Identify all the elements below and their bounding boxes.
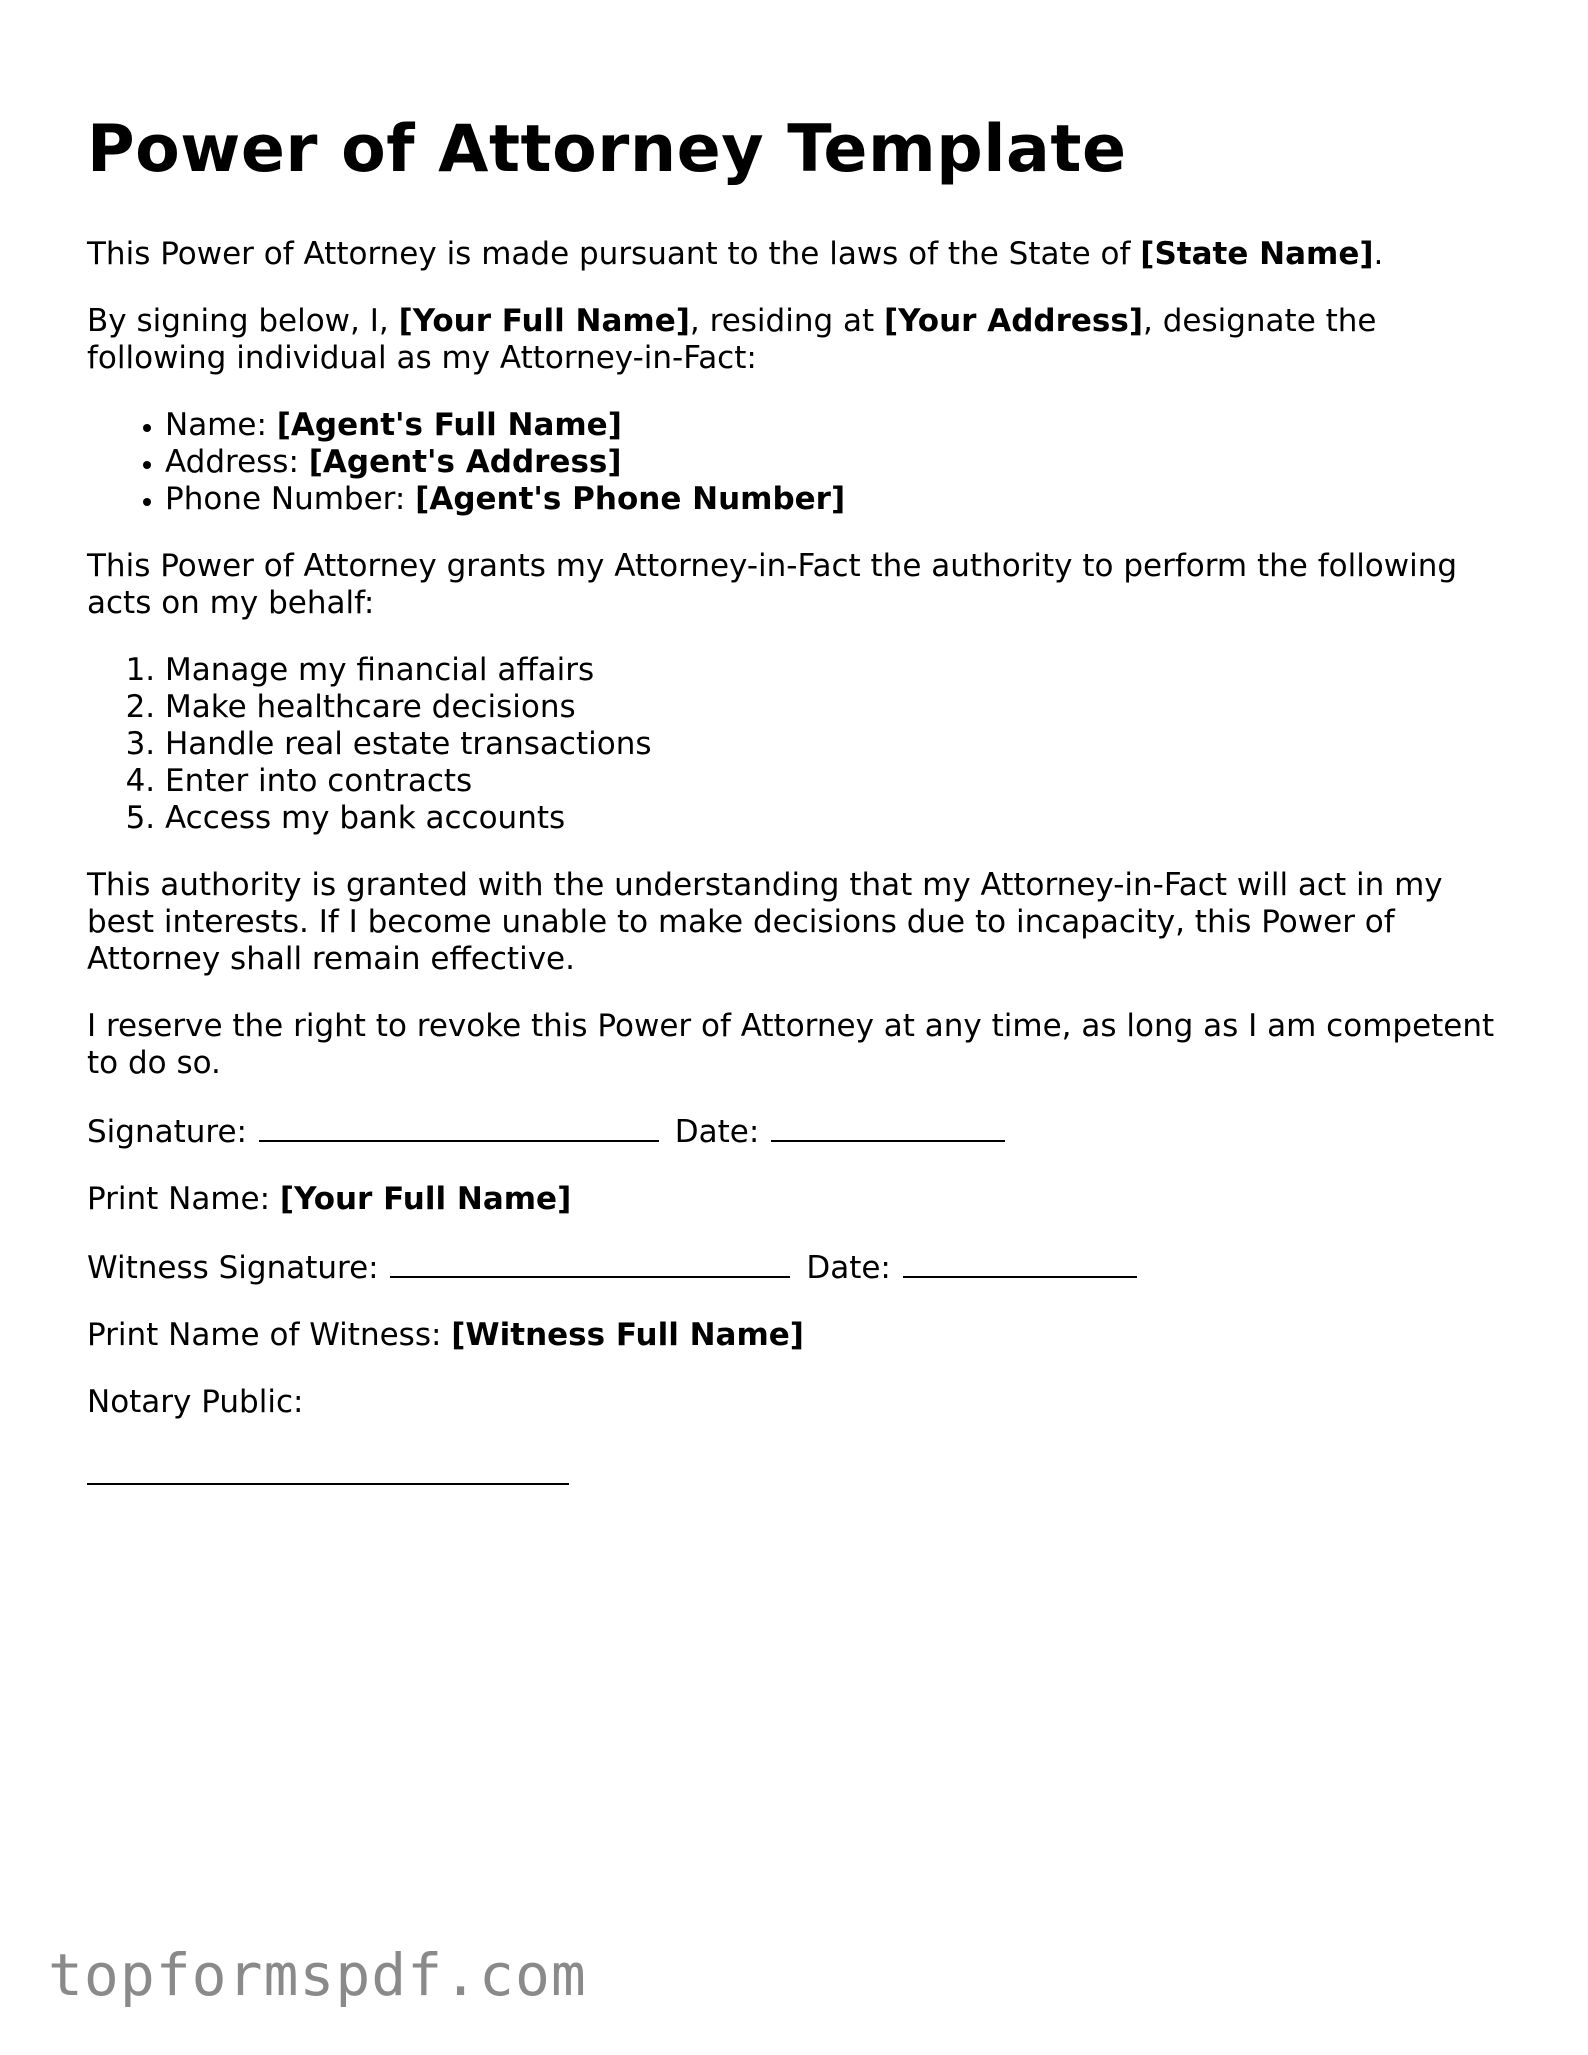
list-item: 3. Handle real estate transactions xyxy=(165,726,1507,763)
signature-label: Signature: xyxy=(87,1114,247,1150)
witness-signature-line[interactable] xyxy=(390,1248,790,1278)
understanding-paragraph: This authority is granted with the understanding that my Attorney-in-Fact will act in my best interests. If I become unable to make decisions due to incapacity, this Power of Attorney shall remain effective. xyxy=(87,867,1443,977)
notary-row xyxy=(87,1384,1507,1485)
your-name-placeholder: [Your Full Name] xyxy=(398,303,690,339)
witness-print-name-row xyxy=(87,1317,1507,1354)
designation-paragraph xyxy=(87,303,1507,377)
list-item xyxy=(165,444,1507,481)
print-name-value: [Your Full Name] xyxy=(279,1181,572,1217)
agent-phone-value: [Agent's Phone Number] xyxy=(415,481,846,517)
print-name-label: Print Name: xyxy=(87,1181,280,1217)
witness-print-name-label: Print Name of Witness: xyxy=(87,1317,452,1353)
list-item: 1. Manage my financial affairs xyxy=(165,652,1507,689)
intro-text: This Power of Attorney is made pursuant to the laws of the State of xyxy=(87,236,1141,272)
witness-print-name-value: [Witness Full Name] xyxy=(451,1317,804,1353)
list-item xyxy=(165,481,1507,518)
page-title: Power of Attorney Template xyxy=(87,112,1127,187)
intro-end: . xyxy=(1373,236,1384,272)
agent-name-label: Name: xyxy=(165,407,277,443)
witness-date-label: Date: xyxy=(806,1250,891,1286)
list-item: 2. Make healthcare decisions xyxy=(165,689,1507,726)
grant-paragraph: This Power of Attorney grants my Attorney-in-Fact the authority to perform the following acts on my behalf: xyxy=(87,548,1458,621)
agent-address-label: Address: xyxy=(165,444,309,480)
state-placeholder: [State Name] xyxy=(1140,236,1374,272)
list-item xyxy=(165,407,1507,444)
witness-signature-row xyxy=(87,1248,1507,1287)
agent-address-value: [Agent's Address] xyxy=(308,444,622,480)
designation-text-3: , designate the following individual as my Attorney-in-Fact: xyxy=(87,303,1377,376)
print-name-row xyxy=(87,1181,1507,1218)
designation-text-2: , residing at xyxy=(689,303,885,339)
witness-signature-label: Witness Signature: xyxy=(87,1250,379,1286)
watermark: topformspdf.com xyxy=(48,1941,587,2009)
signature-line[interactable] xyxy=(259,1112,659,1142)
acts-list xyxy=(87,652,1507,837)
witness-date-line[interactable] xyxy=(903,1248,1137,1278)
agent-phone-label: Phone Number: xyxy=(165,481,416,517)
your-address-placeholder: [Your Address] xyxy=(884,303,1143,339)
agent-name-value: [Agent's Full Name] xyxy=(276,407,622,443)
signature-date-label: Date: xyxy=(674,1114,760,1150)
designation-text-1: By signing below, I, xyxy=(87,303,399,339)
list-item: 4. Enter into contracts xyxy=(165,763,1507,800)
notary-label: Notary Public: xyxy=(87,1384,304,1420)
revoke-paragraph: I reserve the right to revoke this Power of Attorney at any time, as long as I am competent to do so. xyxy=(87,1008,1495,1081)
signature-date-line[interactable] xyxy=(771,1112,1005,1142)
document-page xyxy=(87,108,1507,1485)
notary-signature-line[interactable] xyxy=(87,1483,569,1485)
list-item: 5. Access my bank accounts xyxy=(165,800,1507,837)
agent-details-list xyxy=(87,407,1507,518)
intro-paragraph xyxy=(87,236,1507,273)
signature-row xyxy=(87,1112,1507,1151)
